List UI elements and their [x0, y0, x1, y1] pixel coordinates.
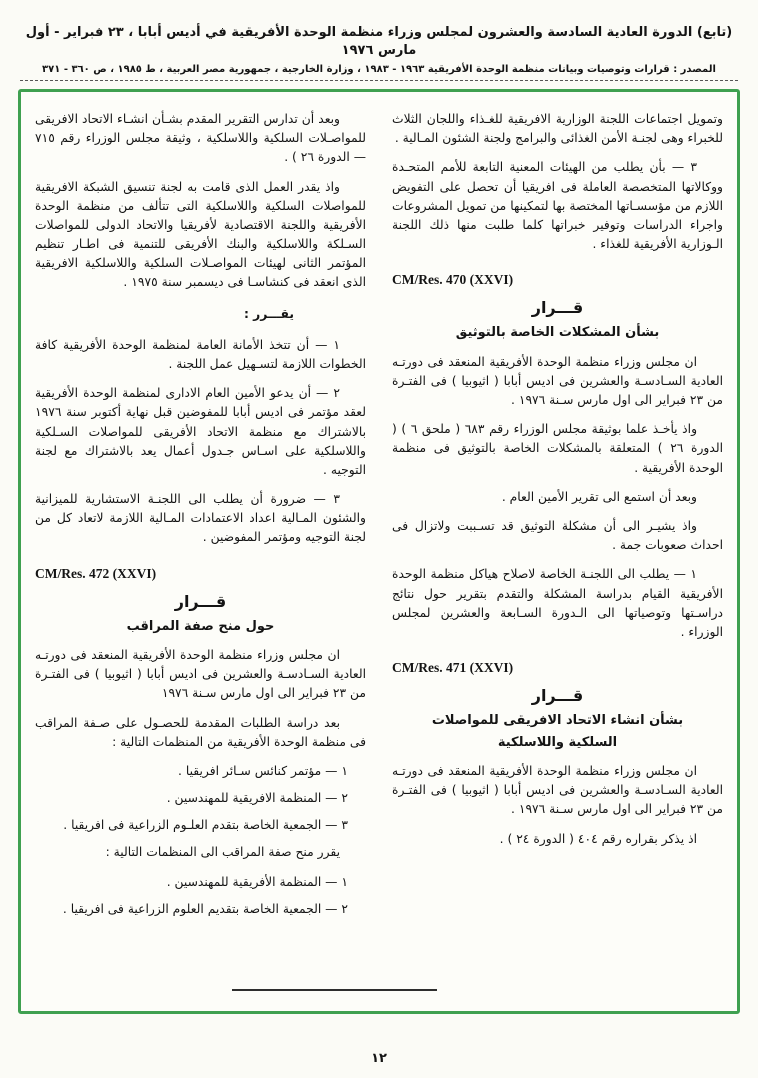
paragraph: ١ — يطلب الى اللجنـة الخاصة لاصلاح هياكل منظمة الوحدة الأفريقية القيام بدراسة المشكلة والتقدم بتقرير حول نتائج دراسـتها وتوصياتها الى الـدورة السـابعة والعشرين لمجلس الوزراء .	[392, 567, 723, 639]
paragraph: وتمويل اجتماعات اللجنة الوزارية الافريقية للغـذاء واللجان الثلاث للخبراء وهى لجنـة الأمن الغذائى والبرامج ولجنة الشئون المـالية .	[392, 112, 723, 146]
resolution-subtitle: حول منح صفة المراقب	[126, 618, 275, 634]
resolution-title: قـــرار	[531, 686, 584, 706]
resolution-subtitle: السلكية واللاسلكية	[497, 734, 618, 750]
header-title: (تابع) الدورة العادية السادسة والعشرون لمجلس وزراء منظمة الوحدة الأفريقية في أديس أبابا ، ٢٣ فبراير - أول مارس ١٩٧٦	[25, 25, 733, 58]
end-divider	[232, 989, 437, 991]
paragraph: ان مجلس وزراء منظمة الوحدة الأفريقية المنعقد فى دورتـه العادية السـادسـة والعشرين فى اديس أبابا ( اثيوبيا ) فى الفتـرة من ٢٣ فبراير الى اول مارس سـنة ١٩٧٦	[35, 648, 366, 701]
decision-lead: يقـــرر :	[243, 306, 294, 321]
resolution-title: قـــرار	[531, 298, 584, 318]
content-box	[18, 89, 740, 1014]
list-item: ١ — المنظمة الأفريقية للمهندسين .	[166, 874, 348, 889]
resolution-subtitle: بشأن المشكلات الخاصة بالتوثيق	[455, 325, 660, 341]
resolution-subtitle: بشأن انشاء الاتحاد الافريقى للمواصلات	[431, 713, 684, 729]
header-source: المصدر : قرارات وتوصيات وبيانات منظمة الوحدة الأفريقية ١٩٦٣ - ١٩٨٣ ، وزارة الخارجية ، جمهورية مصر العربية ، ط ١٩٨٥ ، ص ٣٦٠ - ٣٧١	[20, 64, 738, 81]
list-item: ٣ — الجمعية الخاصة بتقدم العلـوم الزراعية فى افريقيا .	[63, 818, 348, 833]
paragraph: ٢ — أن يدعو الأمين العام الادارى لمنظمة الوحدة الأفريقية لعقد مؤتمر فى اديس أبابا للمفوضين قبل نهاية أكتوبر سنة ١٩٧٦ بالاشتراك مع منظمة الاتحاد الأفريقى للمواصلات السـلكية واللاسلكية على اسـاس جـدول أعمال يعد بالاشتراك مع لجنة التوجيه .	[35, 386, 366, 477]
paragraph: وبعد أن تدارس التقرير المقدم بشـأن انشـاء الاتحاد الافريقى للمواصـلات السلكية واللاسلكية ، وثيقة مجلس الوزراء رقم ٧١٥ — الدورة ٢٦ ) .	[35, 112, 366, 165]
list-item: ١ — مؤتمر كنائس سـائر افريقيا .	[178, 763, 348, 778]
paragraph: ان مجلس وزراء منظمة الوحدة الأفريقية المنعقد فى دورتـه العادية السـادسـة والعشرين فى اديس أبابا ( اثيوبيا ) فى الفتـرة من ٢٣ فبراير الى اول مارس سـنة ١٩٧٦ .	[392, 354, 723, 408]
paragraph: واذ يقدر العمل الذى قامت به لجنة تنسيق الشبكة الافريقية للمواصلات السلكية واللاسلكية التى تتألف من منظمة الوحدة الأفريقية واللجنة الاقتصادية لأفريقيا والاتحاد الدولى للمواصلات السـلكة واللاسلكية والبنك الأفريقى للتنمية فى اطـار تنظيم المؤتمر الثانى لهيئات المواصـلات السلكية واللاسلكية الافريقية الذى انعقد فى كنشاسـا فى ديسمبر سنة ١٩٧٥ .	[35, 179, 366, 290]
paragraph: واذ يشيـر الى أن مشكلة التوثيق قد تسـببت ولاتزال فى احداث صعوبات جمة .	[392, 519, 723, 553]
paragraph: ٣ — بأن يطلب من الهيئات المعنية التابعة للأمم المتحـدة ووكالاتها المتخصصة العاملة فى افريقيا أن تحصل على التفويض اللازم من مؤسسـاتها المختصة بها لتمكينها من تمويل المشروعات واجراء الدراسات وتوفير خبراتها كلما طلبت منها ذلك اللجنة الـوزارية الأفريقية للغذاء .	[392, 160, 723, 252]
resolution-code: CM/Res. 472 (XXVI)	[35, 565, 157, 581]
paragraph: واذ يأخـذ علما بوثيقة مجلس الوزراء رقم ٦٨٣ ( ملحق ٦ ) ( الدورة ٢٦ ) المتعلقة بالمشكلات الخاصة بالتوثيق فى منظمة الوحدة الأفريقية .	[392, 422, 723, 475]
paragraph: بعد دراسة الطلبات المقدمة للحصـول على صـفة المراقب فى منظمة الوحدة الأفريقية من المنظمات التالية :	[35, 715, 366, 749]
list-item: ٢ — المنظمة الافريقية للمهندسين .	[166, 791, 348, 806]
resolution-code: CM/Res. 470 (XXVI)	[392, 272, 514, 288]
resolution-title: قـــرار	[174, 591, 227, 611]
column-right	[392, 110, 723, 997]
paragraph: ان مجلس وزراء منظمة الوحدة الأفريقية المنعقد فى دورتـه العادية السـادسـة والعشرين فى اديس أبابا ( اثيوبيا ) فى الفتـرة من ٢٣ فبراير الى اول مارس سـنة ١٩٧٦ .	[392, 764, 723, 817]
paragraph: اذ يذكر بقراره رقم ٤٠٤ ( الدورة ٢٤ ) .	[499, 831, 697, 846]
paragraph: ٣ — ضرورة أن يطلب الى اللجنـة الاستشارية للميزانية والشئون المـالية اعداد الاعتمادات المـالية اللازمة لاتعاد كل من لجنة التوجيه ومؤتمر المفوضين .	[35, 492, 366, 545]
resolution-code: CM/Res. 471 (XXVI)	[392, 660, 514, 676]
page-footer	[0, 1047, 758, 1066]
page-header	[0, 0, 758, 81]
list-item: ٢ — الجمعية الخاصة بتقديم العلوم الزراعية فى افريقيا .	[62, 901, 348, 916]
paragraph: وبعد أن استمع الى تقرير الأمين العام .	[501, 489, 697, 504]
column-left	[35, 110, 366, 997]
paragraph: يقرر منح صفة المراقب الى المنظمات التالية :	[105, 845, 340, 860]
paragraph: ١ — أن تتخذ الأمانة العامة لمنظمة الوحدة الأفريقية كافة الخطوات اللازمة لتسـهيل عمل اللجنة .	[35, 337, 366, 371]
page-number: ١٢	[371, 1051, 387, 1066]
